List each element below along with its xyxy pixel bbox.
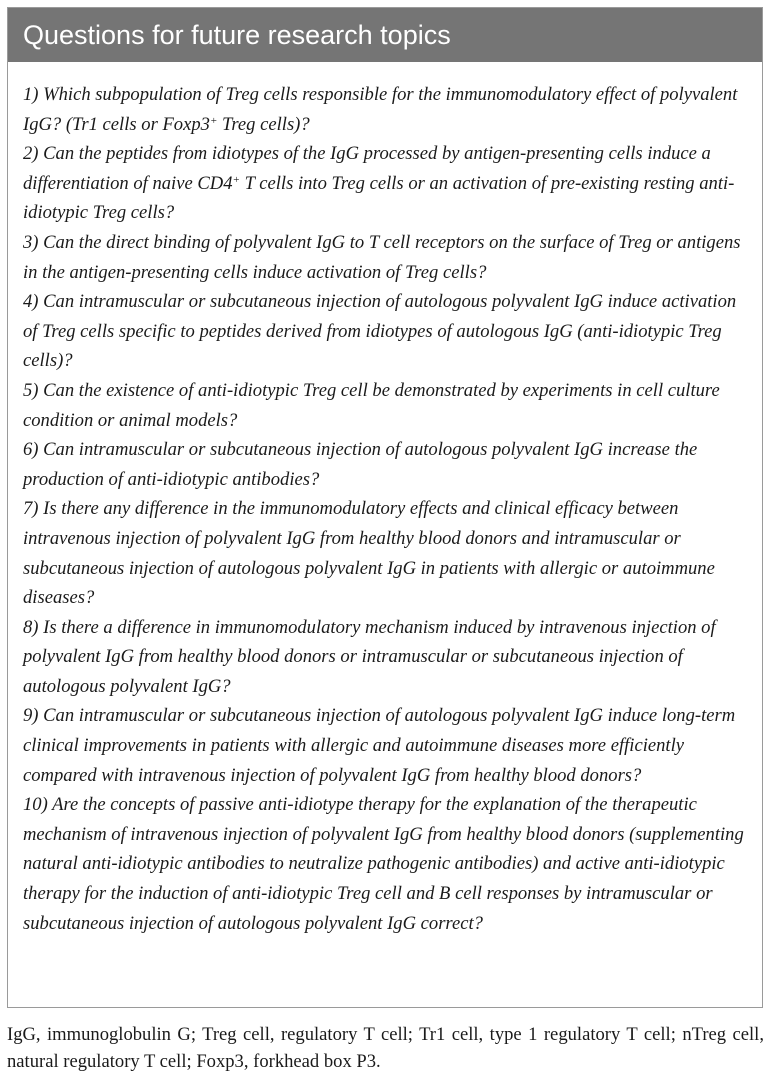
box-title: Questions for future research topics bbox=[8, 8, 762, 62]
question-item: 10) Are the concepts of passive anti-idiotype therapy for the explanation of the therapeutic mechanism of intravenous injection of polyvalent IgG from healthy blood donors (supplementing natural anti-idiotypic antibodies to neutralize pathogenic antibodies) and active anti-idiotypic therapy for the induction of anti-idiotypic Treg cell and B cell responses by intramuscular or subcutaneous injection of autologous polyvalent IgG correct? bbox=[23, 794, 744, 934]
question-item: 4) Can intramuscular or subcutaneous injection of autologous polyvalent IgG induce activation of Treg cells specific to peptides derived from idiotypes of autologous IgG (anti-idiotypic Treg cells)? bbox=[23, 291, 737, 372]
question-item: 2) Can the peptides from idiotypes of the IgG processed by antigen-presenting cells induce a differentiation of naive CD4+ T cells into Treg cells or an activation of pre-existing resting anti-idiotypic Treg cells? bbox=[23, 143, 735, 224]
question-item: 1) Which subpopulation of Treg cells responsible for the immunomodulatory effect of polyvalent IgG? (Tr1 cells or Foxp3+ Treg cells)? bbox=[23, 84, 738, 135]
question-item: 5) Can the existence of anti-idiotypic Treg cell be demonstrated by experiments in cell culture condition or animal models? bbox=[23, 379, 720, 431]
question-item: 3) Can the direct binding of polyvalent IgG to T cell receptors on the surface of Treg or antigens in the antigen-presenting cells induce activation of Treg cells? bbox=[23, 231, 741, 283]
question-item: 6) Can intramuscular or subcutaneous injection of autologous polyvalent IgG increase the production of anti-idiotypic antibodies? bbox=[23, 439, 698, 490]
question-item: 9) Can intramuscular or subcutaneous injection of autologous polyvalent IgG induce long-term clinical improvements in patients with allergic and autoimmune diseases more efficiently compared with intravenous injection of polyvalent IgG from healthy blood donors? bbox=[23, 705, 736, 786]
research-questions-box bbox=[7, 7, 763, 1008]
questions-list bbox=[23, 80, 752, 938]
footnote: IgG, immunoglobulin G; Treg cell, regulatory T cell; Tr1 cell, type 1 regulatory T cell; nTreg cell, natural regulatory T cell; Foxp3, forkhead box P3. bbox=[7, 1024, 764, 1072]
question-item: 7) Is there any difference in the immunomodulatory effects and clinical efficacy between intravenous injection of polyvalent IgG from healthy blood donors and intramuscular or subcutaneous injection of autologous polyvalent IgG in patients with allergic or autoimmune diseases? bbox=[23, 498, 715, 609]
question-item: 8) Is there a difference in immunomodulatory mechanism induced by intravenous injection of polyvalent IgG from healthy blood donors or intramuscular or subcutaneous injection of autologous polyvalent IgG? bbox=[23, 616, 716, 697]
